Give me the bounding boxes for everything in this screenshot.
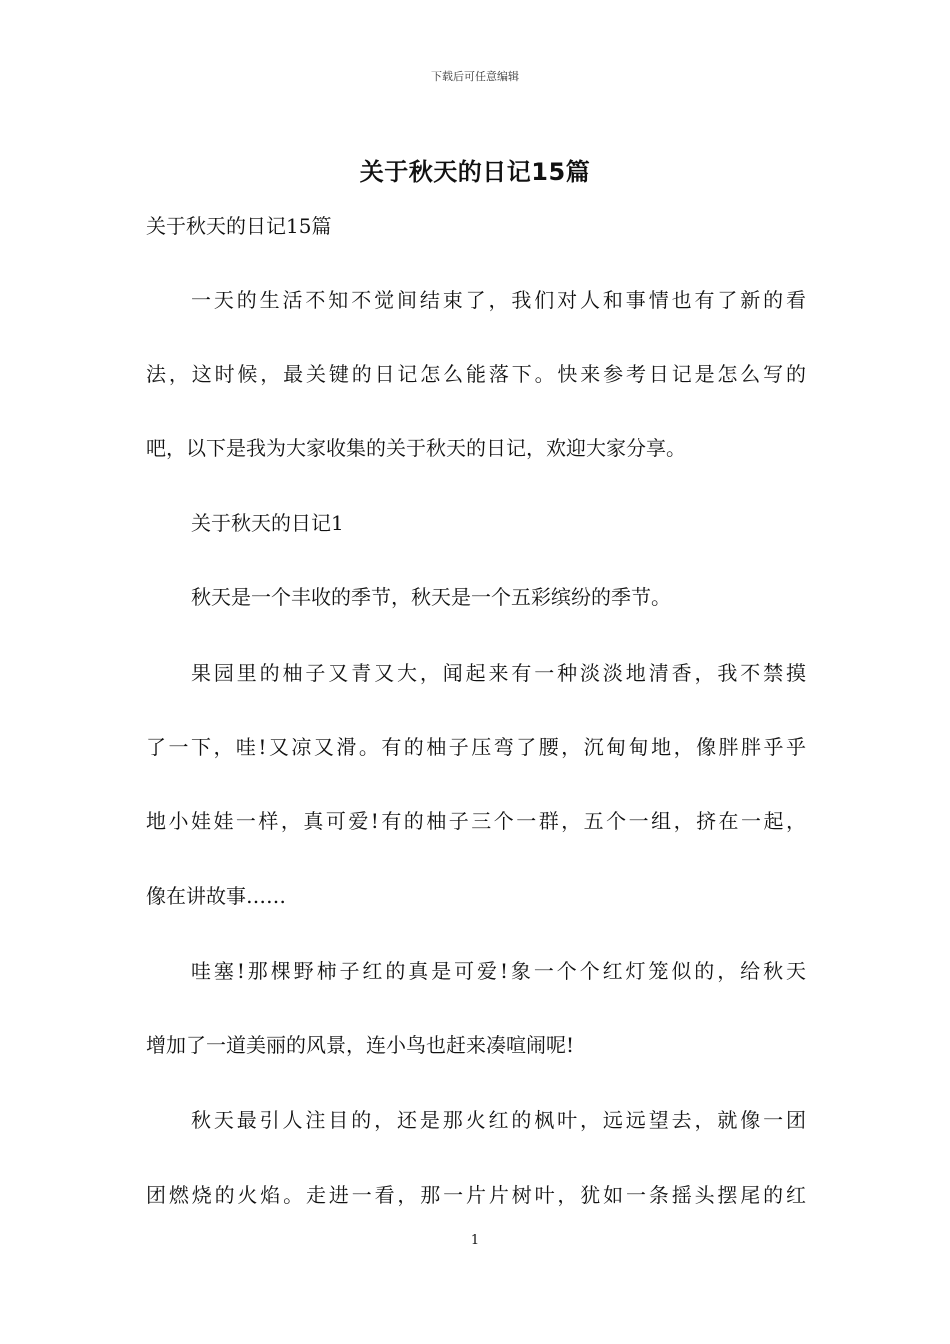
paragraph-line: 法，这时候，最关键的日记怎么能落下。快来参考日记是怎么写的 <box>146 362 806 386</box>
paragraph-line: 地小娃娃一样，真可爱!有的柚子三个一群，五个一组，挤在一起， <box>146 809 806 833</box>
paragraph-line: 秋天最引人注目的，还是那火红的枫叶，远远望去，就像一团 <box>191 1108 806 1132</box>
section-heading: 关于秋天的日记1 <box>191 511 344 535</box>
header-note: 下载后可任意编辑 <box>431 70 519 83</box>
paragraph-line: 像在讲故事…… <box>146 884 286 908</box>
paragraph-line: 果园里的柚子又青又大，闻起来有一种淡淡地清香，我不禁摸 <box>191 661 806 685</box>
paragraph-line: 一天的生活不知不觉间结束了，我们对人和事情也有了新的看 <box>191 288 806 312</box>
page-number: 1 <box>470 1233 480 1248</box>
paragraph-line: 团燃烧的火焰。走进一看，那一片片树叶，犹如一条摇头摆尾的红 <box>146 1183 806 1207</box>
subtitle-line: 关于秋天的日记15篇 <box>146 214 332 238</box>
paragraph-line: 秋天是一个丰收的季节，秋天是一个五彩缤纷的季节。 <box>191 585 671 609</box>
paragraph-line: 了一下，哇!又凉又滑。有的柚子压弯了腰，沉甸甸地，像胖胖乎乎 <box>146 735 806 759</box>
paragraph-line: 吧，以下是我为大家收集的关于秋天的日记，欢迎大家分享。 <box>146 436 686 460</box>
paragraph-line: 增加了一道美丽的风景，连小鸟也赶来凑喧闹呢! <box>146 1033 575 1057</box>
document-title: 关于秋天的日记15篇 <box>359 158 591 186</box>
paragraph-line: 哇塞!那棵野柿子红的真是可爱!象一个个红灯笼似的，给秋天 <box>191 959 806 983</box>
